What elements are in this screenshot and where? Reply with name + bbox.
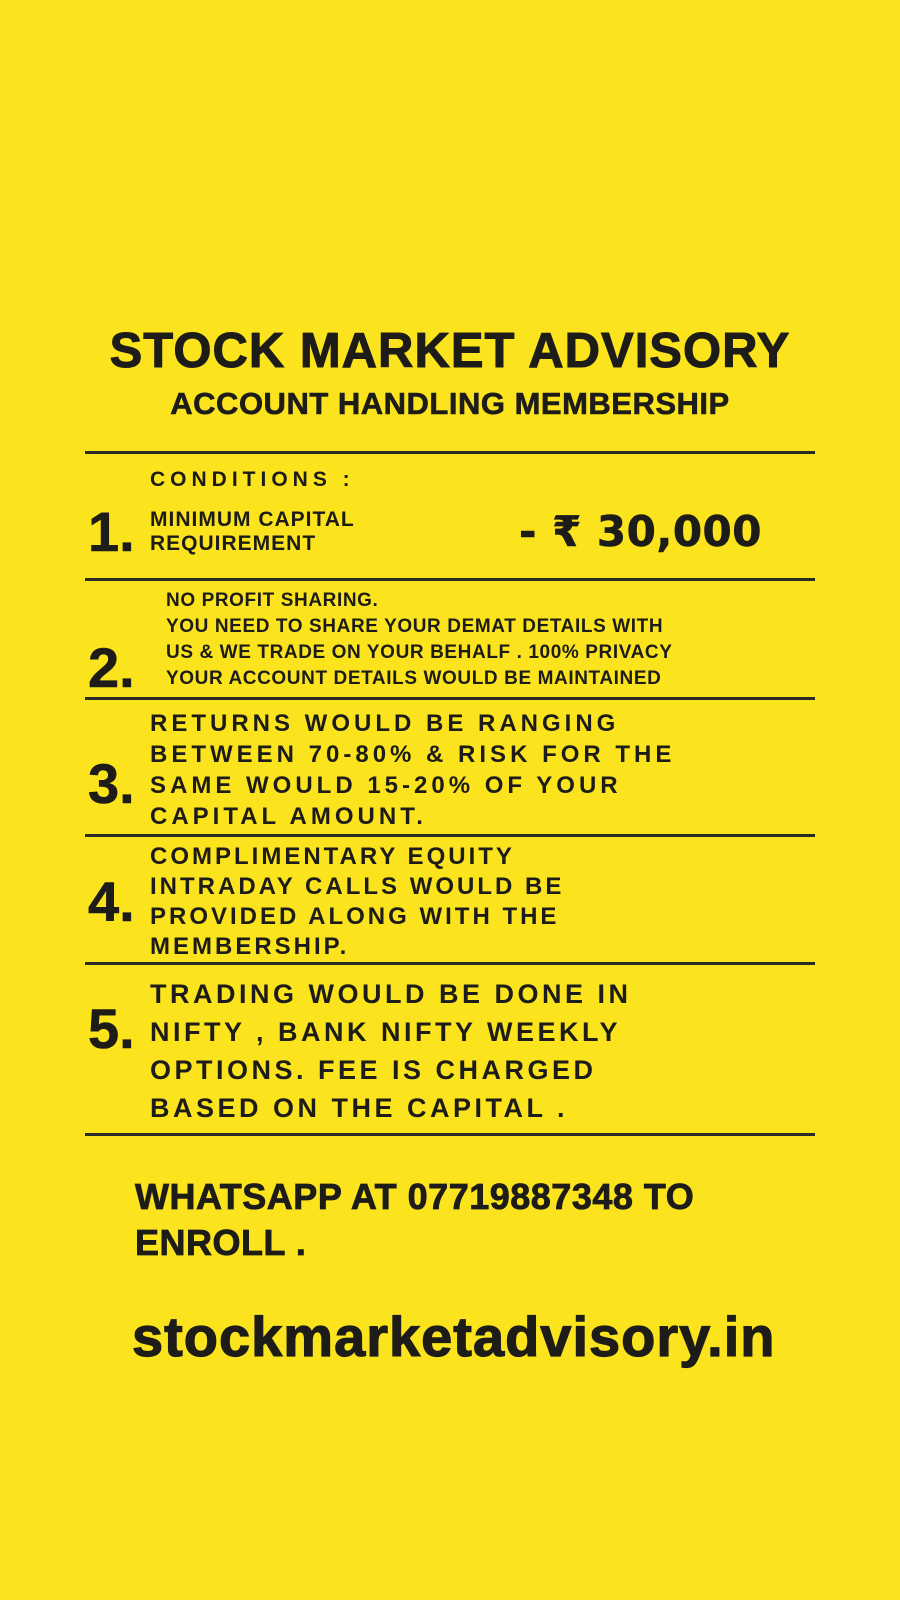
item-number: 3. [88, 751, 135, 815]
condition-line: RETURNS WOULD BE RANGING [150, 709, 620, 737]
condition-line: YOU NEED TO SHARE YOUR DEMAT DETAILS WITH [166, 615, 664, 637]
condition-item-4 [0, 842, 900, 962]
condition-line: NIFTY , BANK NIFTY WEEKLY [150, 1016, 622, 1047]
condition-line: PROVIDED ALONG WITH THE [150, 902, 560, 930]
condition-line: TRADING WOULD BE DONE IN [150, 978, 632, 1009]
condition-line: COMPLIMENTARY EQUITY [150, 842, 515, 870]
divider [85, 962, 815, 965]
page-subtitle: ACCOUNT HANDLING MEMBERSHIP [170, 385, 730, 421]
item-number: 1. [88, 499, 135, 563]
condition-item-3 [0, 708, 900, 832]
divider [85, 697, 815, 700]
item-body [150, 708, 810, 832]
condition-line: US & WE TRADE ON YOUR BEHALF . 100% PRIVACY [166, 641, 673, 663]
condition-item-2 [0, 588, 900, 699]
item-body [150, 588, 810, 692]
condition-line: OPTIONS. FEE IS CHARGED [150, 1054, 597, 1085]
item-number: 4. [88, 869, 135, 933]
condition-line: INTRADAY CALLS WOULD BE [150, 872, 565, 900]
condition-line: BETWEEN 70-80% & RISK FOR THE [150, 740, 676, 768]
item-body [150, 975, 810, 1127]
condition-line: BASED ON THE CAPITAL . [150, 1092, 569, 1123]
divider [85, 1133, 815, 1136]
condition-item-5 [0, 975, 900, 1127]
capital-amount: - ₹ 30,000 [519, 507, 762, 557]
condition-line: YOUR ACCOUNT DETAILS WOULD BE MAINTAINED [166, 667, 662, 689]
divider [85, 578, 815, 581]
item-number: 5. [88, 996, 135, 1060]
item-number: 2. [88, 635, 135, 699]
condition-label: MINIMUM CAPITAL REQUIREMENT [150, 507, 355, 555]
website-url: stockmarketadvisory.in [132, 1304, 776, 1368]
item-body [150, 842, 810, 962]
whatsapp-enroll-text [0, 1174, 900, 1266]
condition-line: SAME WOULD 15-20% OF YOUR [150, 771, 622, 799]
conditions-heading: CONDITIONS : [150, 467, 355, 491]
condition-line: NO PROFIT SHARING. [166, 589, 379, 611]
condition-item-1 [0, 496, 900, 568]
whatsapp-line: WHATSAPP AT 07719887348 TO [135, 1175, 695, 1217]
divider [85, 451, 815, 454]
whatsapp-line: ENROLL . [135, 1221, 307, 1263]
condition-line: CAPITAL AMOUNT. [150, 802, 427, 830]
divider [85, 834, 815, 837]
page-title: STOCK MARKET ADVISORY [109, 324, 791, 378]
condition-line: MEMBERSHIP. [150, 932, 350, 960]
item-body [150, 507, 810, 556]
